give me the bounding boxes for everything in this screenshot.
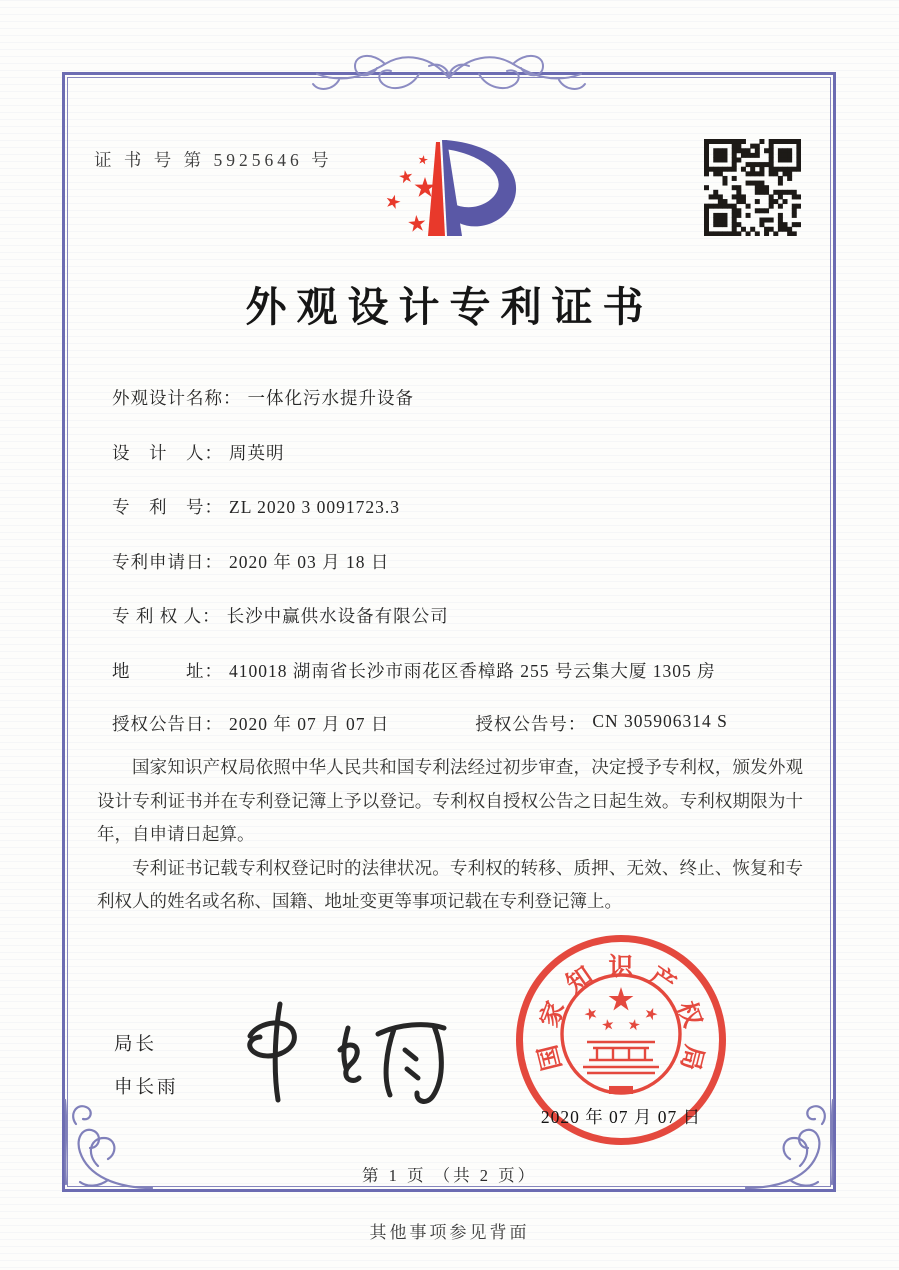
field-value: 周英明 (229, 443, 285, 463)
page-title: 外观设计专利证书 (245, 284, 654, 330)
qr-code (704, 139, 801, 236)
handwritten-signature (228, 998, 478, 1106)
certificate-body (97, 751, 803, 919)
seal-ring-char: 国 (534, 1042, 567, 1073)
commissioner-title: 局长 (114, 1035, 158, 1055)
field-value: 一体化污水提升设备 (247, 388, 414, 408)
field-value: 410018 湖南省长沙市雨花区香樟路 255 号云集大厦 1305 房 (229, 661, 716, 681)
certificate-number: 证 书 号 第 5925646 号 (94, 150, 333, 170)
field-grant-date (112, 711, 389, 736)
commissioner-name: 申长雨 (114, 1078, 179, 1098)
field-label: 授权公告号： (475, 714, 587, 734)
field-address (112, 658, 716, 683)
seal-ring-char: 识 (608, 954, 634, 981)
page-number: 第 1 页 （共 2 页） (361, 1166, 538, 1185)
field-value: ZL 2020 3 0091723.3 (229, 497, 400, 517)
field-grant-row (112, 711, 728, 736)
field-value: CN 305906314 S (592, 711, 728, 731)
seal-ring-char: 家 (536, 997, 571, 1031)
field-value: 2020 年 07 月 07 日 (229, 714, 390, 734)
seal-ring-char: 局 (675, 1042, 708, 1073)
field-label: 地 址： (112, 661, 223, 681)
field-filing-date (112, 549, 389, 574)
field-grant-number (475, 711, 728, 736)
top-ornament-icon (299, 44, 599, 106)
field-patentee (112, 603, 449, 628)
field-value: 2020 年 03 月 18 日 (229, 552, 390, 572)
seal-ring-char: 知 (561, 962, 598, 999)
field-value: 长沙中赢供水设备有限公司 (226, 606, 449, 626)
field-label: 专利申请日： (112, 552, 223, 572)
body-paragraph-2: 专利证书记载专利权登记时的法律状况。专利权的转移、质押、无效、终止、恢复和专利权人的姓名或名称、国籍、地址变更等事项记载在专利登记簿上。 (97, 857, 803, 911)
field-label: 专 利 号： (112, 497, 223, 517)
field-design-name (112, 385, 414, 410)
seal-date: 2020 年 07 月 07 日 (540, 1107, 702, 1127)
field-label: 授权公告日： (112, 714, 223, 734)
field-label: 外观设计名称： (112, 388, 242, 408)
body-paragraph-1: 国家知识产权局依照中华人民共和国专利法经过初步审查，决定授予专利权，颁发外观设计专利证书并在专利登记簿上予以登记。专利权自授权公告之日起生效。专利权期限为十年，自申请日起算。 (97, 757, 803, 844)
cnipa-logo-icon (362, 133, 542, 255)
field-patent-number (112, 494, 400, 519)
seal-ring-char: 权 (671, 997, 706, 1031)
field-label: 专 利 权 人： (112, 606, 221, 626)
field-designer (112, 440, 285, 465)
seal-ring-char: 产 (644, 962, 681, 999)
field-label: 设 计 人： (112, 443, 223, 463)
back-side-note: 其他事项参见背面 (369, 1223, 530, 1242)
